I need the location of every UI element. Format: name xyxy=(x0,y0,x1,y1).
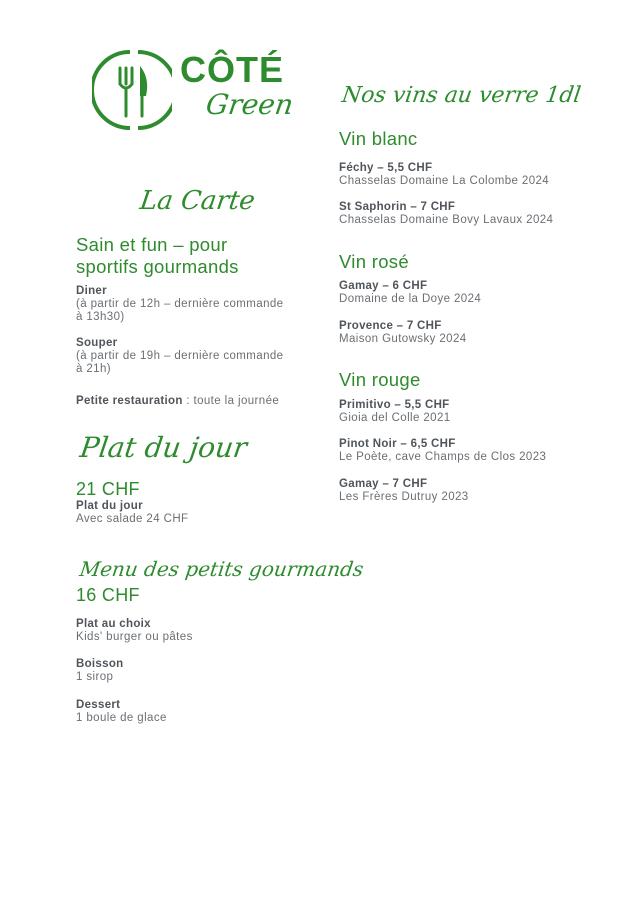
wine-item xyxy=(339,477,599,504)
wine-item-label: Gamay – 7 CHF xyxy=(339,478,428,490)
diner-hours-line-1: (à partir de 12h – dernière commande xyxy=(76,298,284,310)
plat-du-jour-price: 21 CHF xyxy=(76,479,140,499)
wine-item xyxy=(339,319,599,346)
petite-restauration-hours: : toute la journée xyxy=(182,395,280,407)
wine-item-desc: Chasselas Domaine La Colombe 2024 xyxy=(339,175,550,187)
wine-item-desc: Chasselas Domaine Bovy Lavaux 2024 xyxy=(339,214,554,226)
wines-title: Nos vins au verre 1dl xyxy=(340,83,583,108)
souper-block xyxy=(76,336,306,376)
plat-du-jour-label: Plat du jour xyxy=(76,500,143,512)
menu-petits-gourmands-title: Menu des petits gourmands xyxy=(78,557,366,581)
wine-item-label: Féchy – 5,5 CHF xyxy=(339,162,433,174)
plat-du-jour-block xyxy=(76,499,316,526)
souper-hours-line-1: (à partir de 19h – dernière commande xyxy=(76,350,284,362)
wine-item xyxy=(339,200,599,227)
plat-du-jour-title: Plat du jour xyxy=(78,431,250,464)
menu-item xyxy=(76,617,316,644)
menu-item-label: Plat au choix xyxy=(76,618,151,630)
menu-item-desc: 1 boule de glace xyxy=(76,712,167,724)
petite-restauration-block xyxy=(76,389,316,408)
wine-item-label: Primitivo – 5,5 CHF xyxy=(339,399,450,411)
wine-item-label: Provence – 7 CHF xyxy=(339,320,442,332)
souper-label: Souper xyxy=(76,337,118,349)
menu-petits-gourmands-price: 16 CHF xyxy=(76,585,140,605)
logo xyxy=(92,48,312,134)
carte-title: La Carte xyxy=(138,186,257,216)
plat-du-jour-desc: Avec salade 24 CHF xyxy=(76,513,189,525)
wine-item-label: Gamay – 6 CHF xyxy=(339,280,428,292)
wine-item xyxy=(339,398,599,425)
diner-block xyxy=(76,284,306,324)
wine-item xyxy=(339,161,599,188)
wine-item-desc: Domaine de la Doye 2024 xyxy=(339,293,482,305)
intro-heading xyxy=(76,234,316,278)
menu-item xyxy=(76,698,316,725)
wine-item-label: Pinot Noir – 6,5 CHF xyxy=(339,438,456,450)
wine-item-desc: Gioia del Colle 2021 xyxy=(339,412,451,424)
menu-item xyxy=(76,657,316,684)
wine-item xyxy=(339,279,599,306)
fork-knife-plate-icon xyxy=(92,48,172,132)
wine-item-desc: Maison Gutowsky 2024 xyxy=(339,333,467,345)
menu-item-label: Boisson xyxy=(76,658,124,670)
vin-rouge-heading: Vin rouge xyxy=(339,369,421,390)
logo-word-cote: CÔTÉ xyxy=(180,49,285,90)
wine-item xyxy=(339,437,599,464)
diner-hours-line-2: à 13h30) xyxy=(76,311,125,323)
vin-blanc-heading: Vin blanc xyxy=(339,128,418,149)
logo-word-green: Green xyxy=(203,88,296,121)
diner-label: Diner xyxy=(76,285,107,297)
wine-item-label: St Saphorin – 7 CHF xyxy=(339,201,456,213)
intro-line-1: Sain et fun – pour xyxy=(76,234,228,255)
menu-item-desc: 1 sirop xyxy=(76,671,114,683)
souper-hours-line-2: à 21h) xyxy=(76,363,112,375)
menu-item-desc: Kids' burger ou pâtes xyxy=(76,631,193,643)
wine-item-desc: Le Poète, cave Champs de Clos 2023 xyxy=(339,451,547,463)
intro-line-2: sportifs gourmands xyxy=(76,256,239,277)
petite-restauration-label: Petite restauration xyxy=(76,395,183,407)
vin-rose-heading: Vin rosé xyxy=(339,251,409,272)
menu-item-label: Dessert xyxy=(76,699,121,711)
wine-item-desc: Les Frères Dutruy 2023 xyxy=(339,491,469,503)
